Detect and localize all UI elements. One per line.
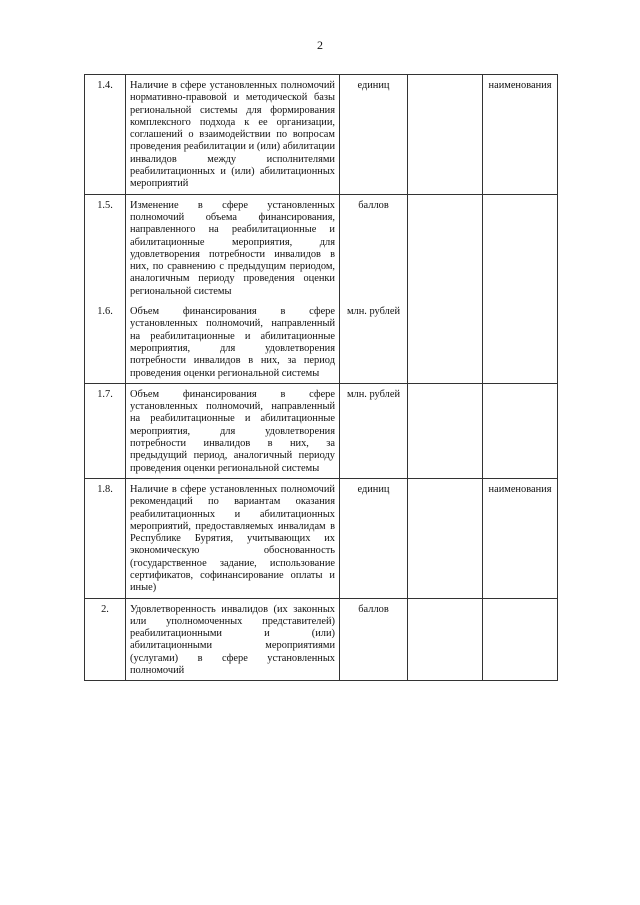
value-cell: [408, 598, 483, 681]
indicator-text: Наличие в сфере установленных полномочий нормативно-правовой и методической базы региональной системы для формирования комплексного подхода к ее организации, соглашений о взаимодействии по вопросам проведения реабилитации и (или) абилитации инвалидов между исполнителями реабилитационных и (или) абилитационных мероприятий: [126, 75, 340, 195]
note-cell: наименования: [483, 75, 558, 195]
note-cell: [483, 383, 558, 478]
note-cell: [483, 598, 558, 681]
note-cell: наименования: [483, 478, 558, 598]
unit-cell: единиц: [340, 75, 408, 195]
unit-cell: млн. рублей: [340, 383, 408, 478]
indicator-text: Объем финансирования в сфере установленных полномочий, направленный на реабилитационные и абилитационные мероприятия, для удовлетворения потребности инвалидов в них, за предыдущий период, аналогичный периоду проведения оценки региональной системы: [126, 383, 340, 478]
value-cell: [408, 383, 483, 478]
note-cell: [483, 301, 558, 383]
table-row: [85, 301, 558, 383]
table-row: [85, 478, 558, 598]
indicators-table: [84, 74, 558, 681]
unit-cell: млн. рублей: [340, 301, 408, 383]
row-number: 1.8.: [85, 478, 126, 598]
row-number: 1.5.: [85, 194, 126, 301]
value-cell: [408, 301, 483, 383]
row-number: 1.4.: [85, 75, 126, 195]
note-cell: [483, 194, 558, 301]
page-number: 2: [317, 38, 323, 52]
row-number: 1.7.: [85, 383, 126, 478]
indicator-text: Изменение в сфере установленных полномочий объема финансирования, направленного на реабилитационные и абилитационные мероприятия, для удовлетворения потребности инвалидов в них, по сравнению с предыдущим периодом, аналогичным периоду проведения оценки региональной системы: [126, 194, 340, 301]
table-row: [85, 194, 558, 301]
table-row: [85, 598, 558, 681]
value-cell: [408, 478, 483, 598]
indicator-text: Объем финансирования в сфере установленных полномочий, направленный на реабилитационные и абилитационные мероприятия, для удовлетворения потребности инвалидов в них, за период проведения оценки региональной системы: [126, 301, 340, 383]
value-cell: [408, 75, 483, 195]
unit-cell: баллов: [340, 598, 408, 681]
indicator-text: Наличие в сфере установленных полномочий рекомендаций по вариантам оказания реабилитационных и абилитационных мероприятий, предоставляемых инвалидам в Республике Бурятия, учитывающих их экономическую обоснованность (государственное задание, использование сертификатов, софинансирование оплаты и иные): [126, 478, 340, 598]
row-number: 1.6.: [85, 301, 126, 383]
unit-cell: единиц: [340, 478, 408, 598]
value-cell: [408, 194, 483, 301]
indicator-text: Удовлетворенность инвалидов (их законных или уполномоченных представителей) реабилитационными и (или) абилитационными мероприятиями (услугами) в сфере установленных полномочий: [126, 598, 340, 681]
unit-cell: баллов: [340, 194, 408, 301]
table-row: [85, 75, 558, 195]
row-number: 2.: [85, 598, 126, 681]
table-row: [85, 383, 558, 478]
